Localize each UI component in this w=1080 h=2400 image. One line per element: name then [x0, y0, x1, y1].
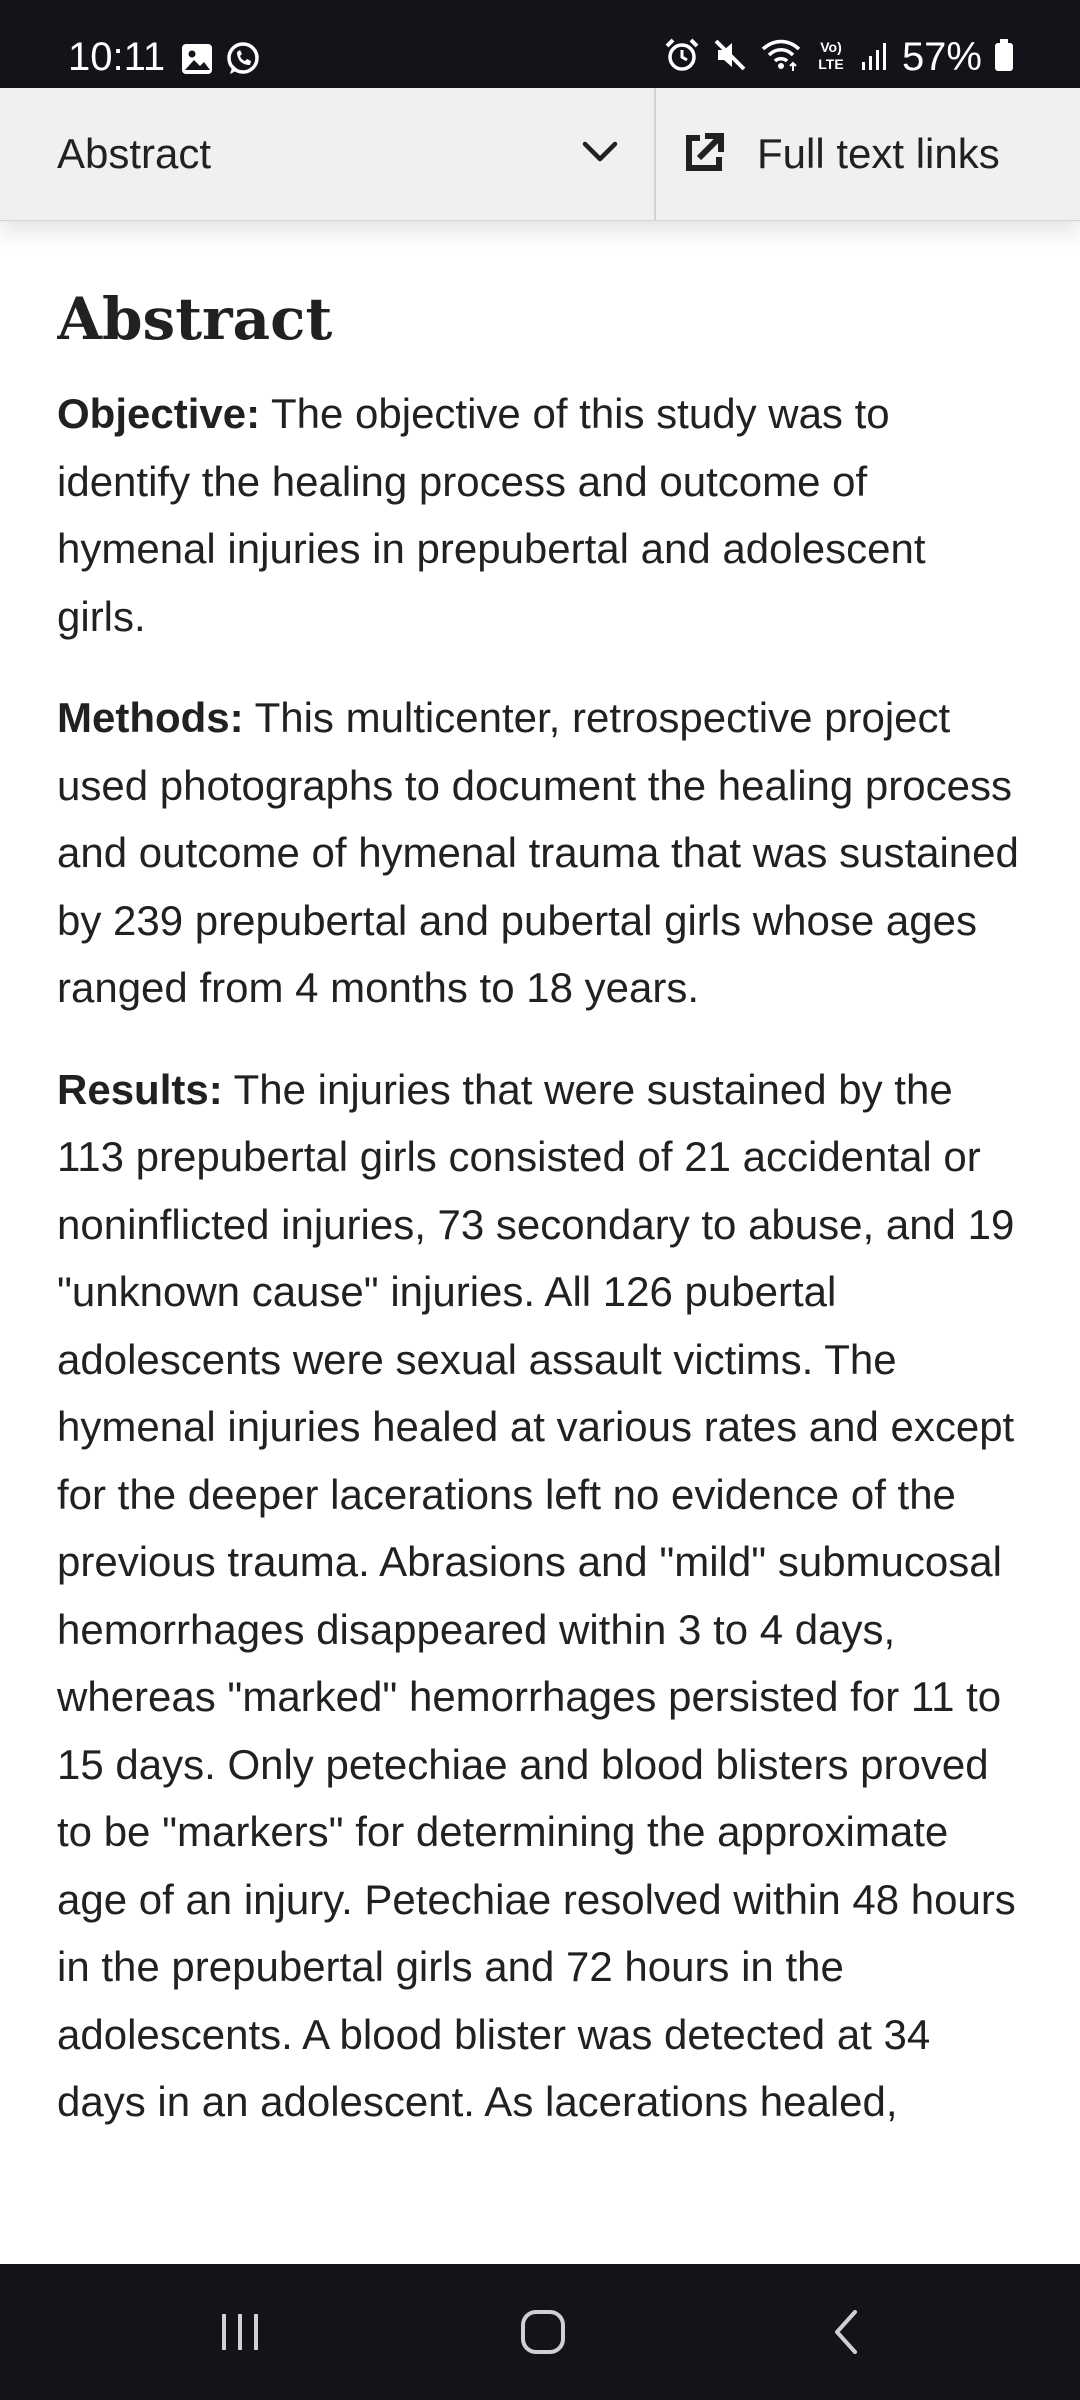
gallery-icon — [180, 42, 214, 81]
volte-top-text: Vo) — [820, 38, 842, 55]
whatsapp-icon — [224, 40, 262, 83]
objective-label: Objective: — [57, 390, 261, 437]
battery-percent: 57% — [901, 35, 982, 79]
objective-text: The objective of this study was to identify the healing process and outcome of hymenal injuries in prepubertal and adolescent girls. — [57, 390, 926, 640]
status-right-icons — [664, 34, 1014, 80]
back-button[interactable] — [756, 2264, 936, 2400]
signal-icon — [860, 38, 890, 77]
section-select-label: Abstract — [57, 130, 212, 177]
wifi-icon — [760, 37, 802, 78]
external-link-icon — [683, 132, 725, 179]
abstract-heading: Abstract — [57, 285, 333, 353]
battery-icon — [994, 37, 1014, 78]
full-text-links-button[interactable] — [658, 88, 1080, 220]
chevron-down-icon — [582, 140, 618, 169]
recents-button[interactable] — [150, 2264, 330, 2400]
abstract-section — [57, 220, 1023, 2264]
results-label: Results: — [57, 1065, 223, 1113]
full-text-links-label: Full text links — [757, 130, 1000, 177]
mute-icon — [712, 37, 748, 78]
volte-bottom-text: LTE — [818, 55, 844, 72]
section-select-dropdown[interactable] — [0, 88, 656, 220]
home-button[interactable] — [453, 2264, 633, 2400]
home-icon — [519, 2308, 567, 2356]
status-bar — [0, 0, 1080, 88]
abstract-results — [57, 1056, 1023, 2136]
methods-label: Methods: — [57, 694, 244, 741]
abstract-methods — [57, 684, 1023, 1022]
results-text: The injuries that were sustained by the 113 prepubertal girls consisted of 21 accidental or noninflicted injuries, 73 secondary to abuse, and 19 "unknown cause" injuries. All 126 pubertal adolescents were sexual assault victims. The hymenal injuries healed at various rates and except for the deeper lacerations left no evidence of the previous trauma. Abrasions and "mild" submucosal hemorrhages disappeared within 3 to 4 days, whereas "marked" hemorrhages persisted for 11 to 15 days. Only petechiae and blood blisters proved to be "markers" for determining the approximate age of an injury. Petechiae resolved within 48 hours in the prepubertal girls and 72 hours in the adolescents. A blood blister was detected at 34 days in an adolescent. As lacerations healed, — [57, 1065, 1016, 2125]
status-time: 10:11 — [68, 35, 166, 79]
back-icon — [829, 2308, 863, 2356]
volte-icon — [814, 37, 848, 78]
page-toolbar — [0, 88, 1080, 221]
abstract-objective — [57, 380, 1023, 650]
system-nav-bar — [0, 2264, 1080, 2400]
alarm-icon — [664, 37, 700, 78]
status-left-icons — [180, 40, 262, 83]
methods-text: This multicenter, retrospective project used photographs to document the healing process and outcome of hymenal trauma that was sustained by 239 prepubertal and pubertal girls whose ages ranged from 4 months to 18 years. — [57, 694, 1019, 1011]
recents-icon — [218, 2310, 262, 2354]
